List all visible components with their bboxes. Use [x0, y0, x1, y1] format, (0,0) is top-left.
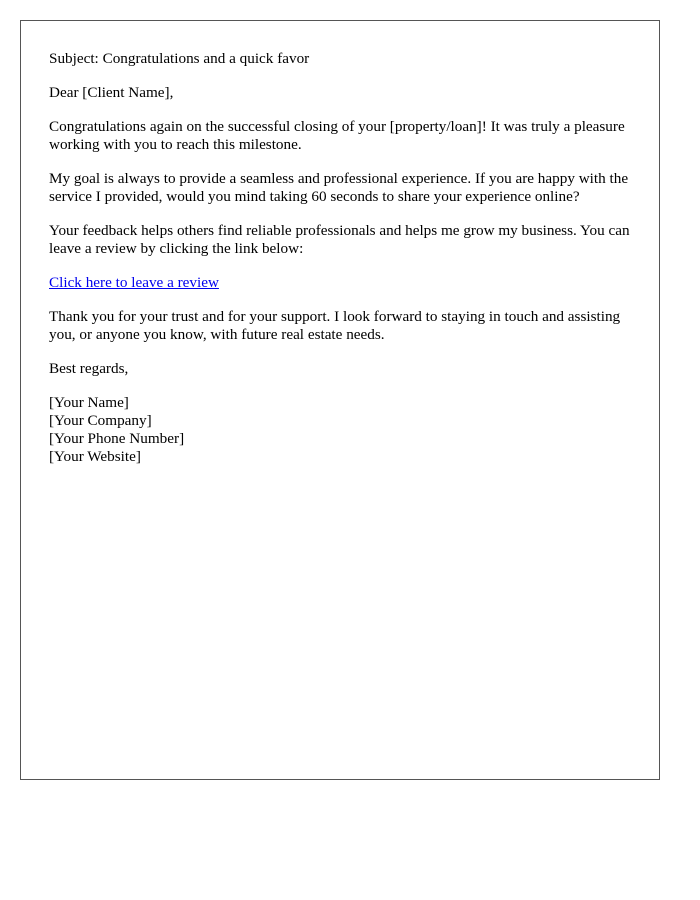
sign-off: Best regards,	[49, 360, 129, 377]
signature-block	[49, 394, 631, 466]
paragraph-closing: Thank you for your trust and for your support. I look forward to staying in touch and assisting you, or anyone you know, with future real estate needs.	[49, 308, 621, 343]
letter-container	[20, 20, 660, 780]
signature-phone: [Your Phone Number]	[49, 430, 185, 447]
subject-line: Subject: Congratulations and a quick favor	[49, 50, 310, 67]
paragraph-goal: My goal is always to provide a seamless and professional experience. If you are happy with the service I provided, would you mind taking 60 seconds to share your experience online?	[49, 170, 629, 205]
paragraph-congratulations: Congratulations again on the successful closing of your [property/loan]! It was truly a pleasure working with you to reach this milestone.	[49, 118, 625, 153]
signature-website: [Your Website]	[49, 448, 141, 465]
review-link[interactable]: Click here to leave a review	[49, 274, 219, 291]
review-link-paragraph	[49, 274, 631, 292]
signature-name: [Your Name]	[49, 394, 129, 411]
signature-company: [Your Company]	[49, 412, 152, 429]
paragraph-feedback: Your feedback helps others find reliable professionals and helps me grow my business. You can leave a review by clicking the link below:	[49, 222, 630, 257]
greeting: Dear [Client Name],	[49, 84, 174, 101]
